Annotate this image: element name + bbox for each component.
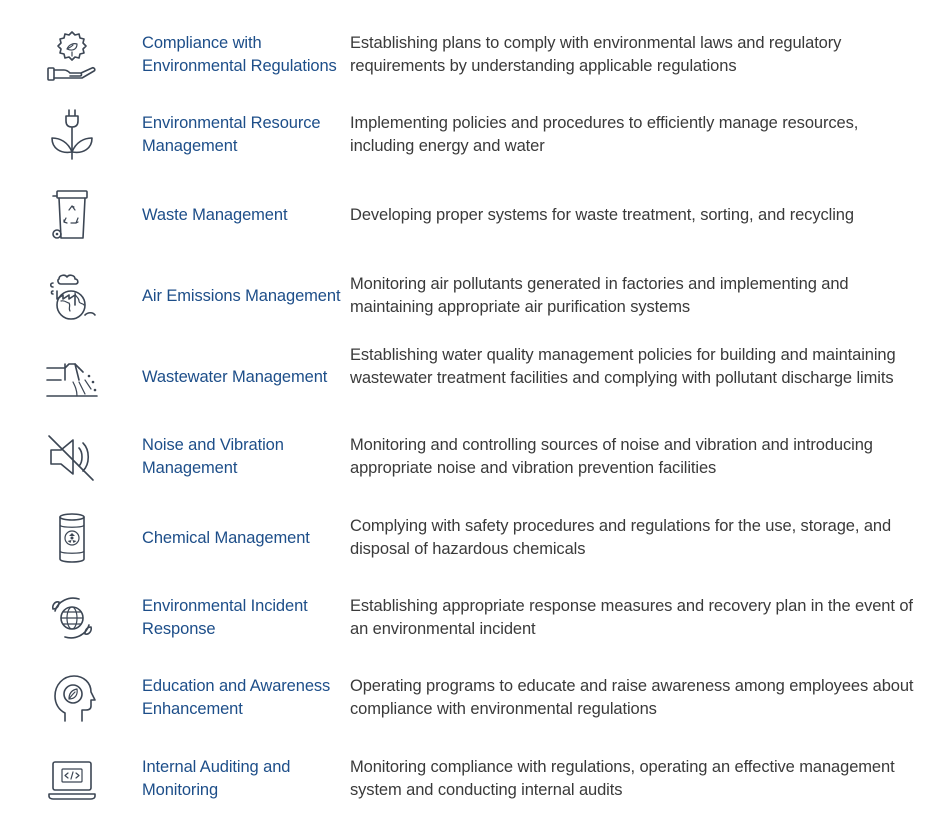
item-description: Establishing appropriate response measures and recovery plan in the event of an environmental incident	[350, 597, 913, 638]
item-title: Chemical Management	[142, 528, 310, 547]
list-item	[0, 182, 933, 248]
item-description: Implementing policies and procedures to efficiently manage resources, including energy and water	[350, 114, 859, 155]
item-description: Establishing plans to comply with environmental laws and regulatory requirements by understanding applicable regulations	[350, 34, 842, 75]
item-description: Operating programs to educate and raise awareness among employees about compliance with environmental regulations	[350, 677, 914, 718]
recycling-bin-icon	[42, 185, 102, 245]
wastewater-pipe-icon	[42, 347, 102, 407]
item-description: Establishing water quality management policies for building and maintaining wastewater treatment facilities and complying with pollutant discharge limits	[350, 346, 896, 387]
item-description: Developing proper systems for waste treatment, sorting, and recycling	[350, 205, 854, 224]
chemical-barrel-icon	[42, 508, 102, 568]
item-title: Education and Awareness Enhancement	[142, 677, 331, 718]
list-item	[0, 424, 933, 490]
item-title: Waste Management	[142, 205, 288, 224]
speaker-muted-icon	[42, 427, 102, 487]
item-title: Compliance with Environmental Regulations	[142, 34, 337, 75]
list-item	[0, 585, 933, 651]
item-description: Monitoring air pollutants generated in factories and implementing and maintaining appropriate air purification systems	[350, 275, 849, 316]
globe-recovery-icon	[42, 588, 102, 648]
factory-smoke-globe-icon	[42, 266, 102, 326]
item-title: Wastewater Management	[142, 367, 328, 386]
item-title: Noise and Vibration Management	[142, 436, 284, 477]
plug-plant-icon	[42, 105, 102, 165]
item-description: Monitoring and controlling sources of noise and vibration and introducing appropriate noise and vibration prevention facilities	[350, 436, 873, 477]
list-item	[0, 263, 933, 329]
laptop-code-icon	[42, 749, 102, 809]
list-item	[0, 22, 933, 88]
list-item	[0, 344, 933, 410]
item-title: Internal Auditing and Monitoring	[142, 758, 291, 799]
head-leaf-icon	[42, 668, 102, 728]
item-title: Environmental Incident Response	[142, 597, 308, 638]
list-item	[0, 102, 933, 168]
item-title: Air Emissions Management	[142, 286, 341, 305]
list-item	[0, 665, 933, 731]
item-title: Environmental Resource Management	[142, 114, 321, 155]
item-description: Complying with safety procedures and regulations for the use, storage, and disposal of hazardous chemicals	[350, 517, 892, 558]
hand-holding-gear-leaf-icon	[42, 25, 102, 85]
list-item	[0, 746, 933, 812]
item-description: Monitoring compliance with regulations, operating an effective management system and conducting internal audits	[350, 758, 895, 799]
list-item	[0, 505, 933, 571]
